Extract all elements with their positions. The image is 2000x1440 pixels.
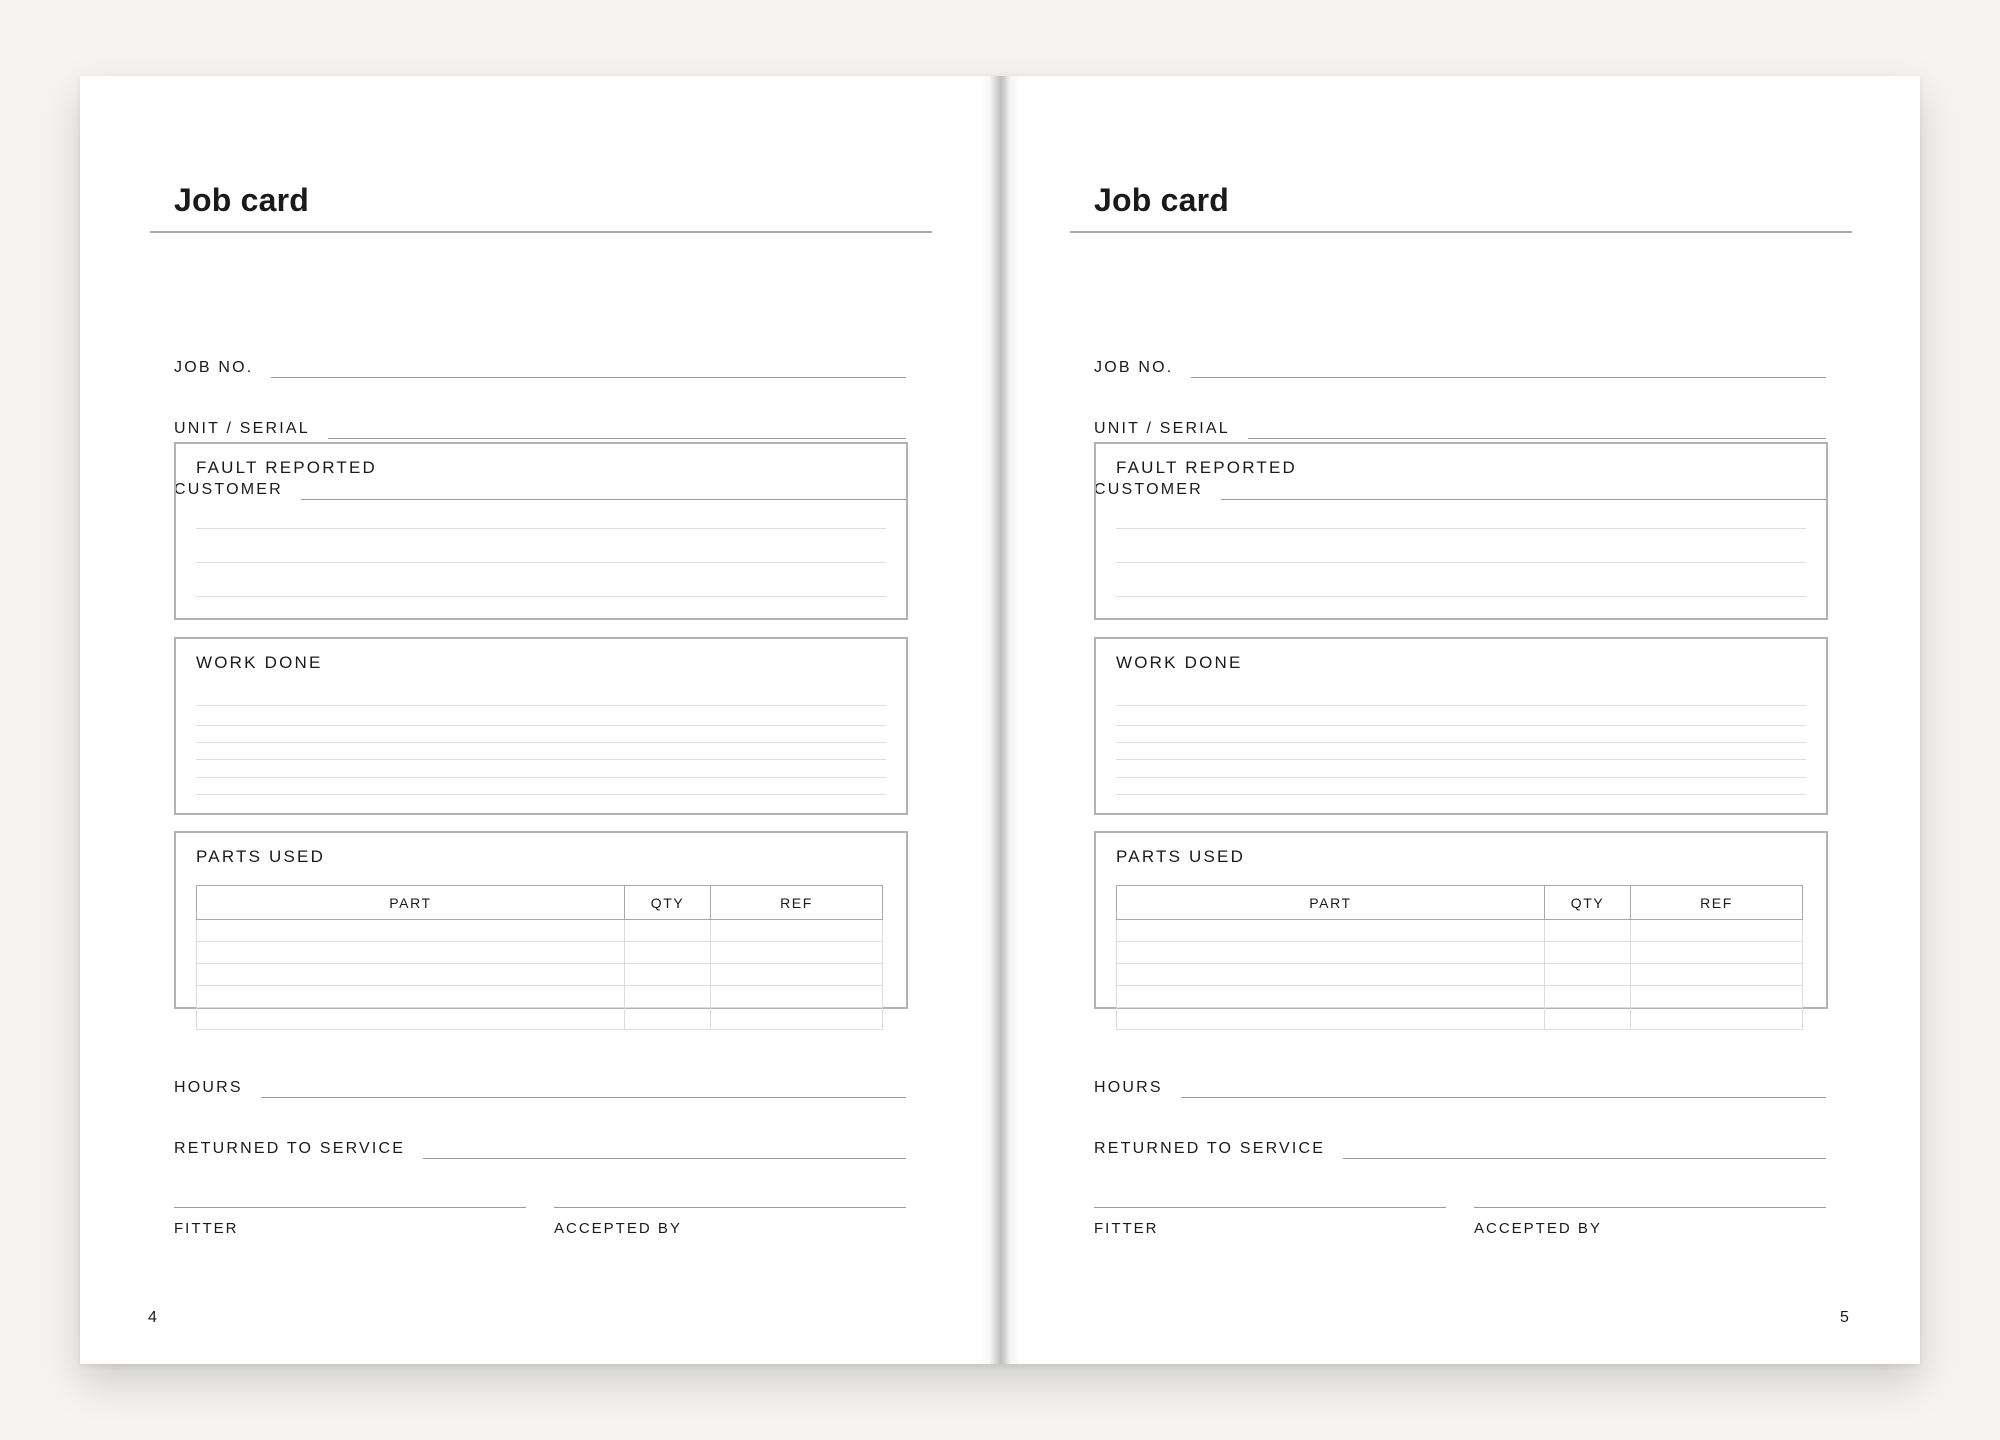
table-row[interactable] <box>197 920 883 942</box>
table-row[interactable] <box>1117 964 1803 986</box>
part-cell[interactable] <box>197 986 625 1008</box>
job-no-line[interactable] <box>271 377 906 378</box>
parts-table-header <box>197 886 883 920</box>
write-line <box>1116 725 1806 726</box>
parts-table <box>1116 885 1803 1030</box>
part-column-header: PART <box>1117 886 1545 920</box>
parts-used-label: PARTS USED <box>196 847 326 866</box>
qty-column-header: QTY <box>1545 886 1631 920</box>
returned-to-service-field[interactable] <box>174 1129 906 1159</box>
fitter-signature-line[interactable] <box>1094 1207 1446 1208</box>
write-line <box>196 759 886 760</box>
ref-cell[interactable] <box>1631 986 1803 1008</box>
table-row[interactable] <box>197 964 883 986</box>
fault-reported-box[interactable] <box>1094 442 1828 620</box>
ref-cell[interactable] <box>711 1008 883 1030</box>
job-no-line[interactable] <box>1191 377 1826 378</box>
returned-to-service-line[interactable] <box>423 1158 906 1159</box>
work-done-box[interactable] <box>1094 637 1828 815</box>
job-no-field[interactable] <box>1094 348 1826 378</box>
qty-cell[interactable] <box>625 986 711 1008</box>
ref-cell[interactable] <box>711 964 883 986</box>
customer-label: CUSTOMER <box>1094 481 1203 498</box>
write-line <box>1116 596 1806 597</box>
work-done-box[interactable] <box>174 637 908 815</box>
fitter-signature-line[interactable] <box>174 1207 526 1208</box>
notebook-spread <box>80 76 1920 1364</box>
job-no-field[interactable] <box>174 348 906 378</box>
page-title: Job card <box>174 182 309 218</box>
parts-used-box <box>174 831 908 1009</box>
part-cell[interactable] <box>197 1008 625 1030</box>
write-line <box>1116 777 1806 778</box>
fault-reported-box[interactable] <box>174 442 908 620</box>
write-line <box>196 742 886 743</box>
work-done-label: WORK DONE <box>196 653 323 672</box>
part-cell[interactable] <box>197 920 625 942</box>
parts-used-label: PARTS USED <box>1116 847 1246 866</box>
parts-table-header <box>1117 886 1803 920</box>
table-row[interactable] <box>197 986 883 1008</box>
write-line <box>1116 528 1806 529</box>
hours-line[interactable] <box>1181 1097 1826 1098</box>
table-row[interactable] <box>197 942 883 964</box>
page-left <box>80 76 1000 1364</box>
ref-cell[interactable] <box>1631 1008 1803 1030</box>
qty-cell[interactable] <box>1545 1008 1631 1030</box>
qty-cell[interactable] <box>1545 964 1631 986</box>
write-line <box>1116 759 1806 760</box>
ref-column-header: REF <box>1631 886 1803 920</box>
fitter-label: FITTER <box>1094 1220 1159 1237</box>
part-cell[interactable] <box>1117 986 1545 1008</box>
qty-cell[interactable] <box>625 964 711 986</box>
job-no-label: JOB NO. <box>174 359 254 376</box>
table-row[interactable] <box>1117 986 1803 1008</box>
unit-serial-label: UNIT / SERIAL <box>1094 420 1230 437</box>
ref-cell[interactable] <box>711 920 883 942</box>
part-cell[interactable] <box>197 942 625 964</box>
accepted-by-signature[interactable] <box>1474 1207 1826 1237</box>
write-line <box>196 725 886 726</box>
part-column-header: PART <box>197 886 625 920</box>
hours-field[interactable] <box>1094 1068 1826 1098</box>
title-divider <box>150 231 932 233</box>
hours-label: HOURS <box>1094 1079 1163 1096</box>
part-cell[interactable] <box>1117 942 1545 964</box>
qty-column-header: QTY <box>625 886 711 920</box>
write-line <box>196 777 886 778</box>
part-cell[interactable] <box>197 964 625 986</box>
qty-cell[interactable] <box>625 942 711 964</box>
write-line <box>1116 794 1806 795</box>
qty-cell[interactable] <box>625 920 711 942</box>
qty-cell[interactable] <box>1545 986 1631 1008</box>
write-line <box>1116 742 1806 743</box>
ref-cell[interactable] <box>1631 920 1803 942</box>
ref-cell[interactable] <box>1631 942 1803 964</box>
fitter-label: FITTER <box>174 1220 239 1237</box>
job-no-label: JOB NO. <box>1094 359 1174 376</box>
parts-used-box <box>1094 831 1828 1009</box>
ref-cell[interactable] <box>711 986 883 1008</box>
part-cell[interactable] <box>1117 920 1545 942</box>
part-cell[interactable] <box>1117 964 1545 986</box>
accepted-by-signature[interactable] <box>554 1207 906 1237</box>
write-line <box>196 528 886 529</box>
accepted-by-signature-line[interactable] <box>1474 1207 1826 1208</box>
parts-table <box>196 885 883 1030</box>
fitter-signature[interactable] <box>174 1207 526 1237</box>
qty-cell[interactable] <box>1545 920 1631 942</box>
ref-column-header: REF <box>711 886 883 920</box>
page-right <box>1000 76 1920 1364</box>
page-number: 4 <box>148 1309 157 1326</box>
accepted-by-label: ACCEPTED BY <box>1474 1220 1602 1237</box>
write-line <box>196 596 886 597</box>
returned-to-service-field[interactable] <box>1094 1129 1826 1159</box>
write-line <box>196 705 886 706</box>
write-line <box>196 562 886 563</box>
table-row[interactable] <box>197 1008 883 1030</box>
unit-serial-field[interactable] <box>1094 409 1826 439</box>
qty-cell[interactable] <box>625 1008 711 1030</box>
write-line <box>1116 705 1806 706</box>
unit-serial-label: UNIT / SERIAL <box>174 420 310 437</box>
write-line <box>1116 562 1806 563</box>
unit-serial-field[interactable] <box>174 409 906 439</box>
page-title: Job card <box>1094 182 1229 218</box>
fault-reported-label: FAULT REPORTED <box>196 458 378 477</box>
returned-to-service-label: RETURNED TO SERVICE <box>174 1140 406 1157</box>
unit-serial-line[interactable] <box>328 438 906 439</box>
hours-line[interactable] <box>261 1097 906 1098</box>
customer-label: CUSTOMER <box>174 481 283 498</box>
part-cell[interactable] <box>1117 1008 1545 1030</box>
write-line <box>196 794 886 795</box>
accepted-by-signature-line[interactable] <box>554 1207 906 1208</box>
table-row[interactable] <box>1117 1008 1803 1030</box>
page-number: 5 <box>1840 1309 1849 1326</box>
fitter-signature[interactable] <box>1094 1207 1446 1237</box>
ref-cell[interactable] <box>1631 964 1803 986</box>
returned-to-service-label: RETURNED TO SERVICE <box>1094 1140 1326 1157</box>
hours-field[interactable] <box>174 1068 906 1098</box>
table-row[interactable] <box>1117 942 1803 964</box>
returned-to-service-line[interactable] <box>1343 1158 1826 1159</box>
table-row[interactable] <box>1117 920 1803 942</box>
fault-reported-label: FAULT REPORTED <box>1116 458 1298 477</box>
unit-serial-line[interactable] <box>1248 438 1826 439</box>
work-done-label: WORK DONE <box>1116 653 1243 672</box>
hours-label: HOURS <box>174 1079 243 1096</box>
accepted-by-label: ACCEPTED BY <box>554 1220 682 1237</box>
qty-cell[interactable] <box>1545 942 1631 964</box>
ref-cell[interactable] <box>711 942 883 964</box>
title-divider <box>1070 231 1852 233</box>
